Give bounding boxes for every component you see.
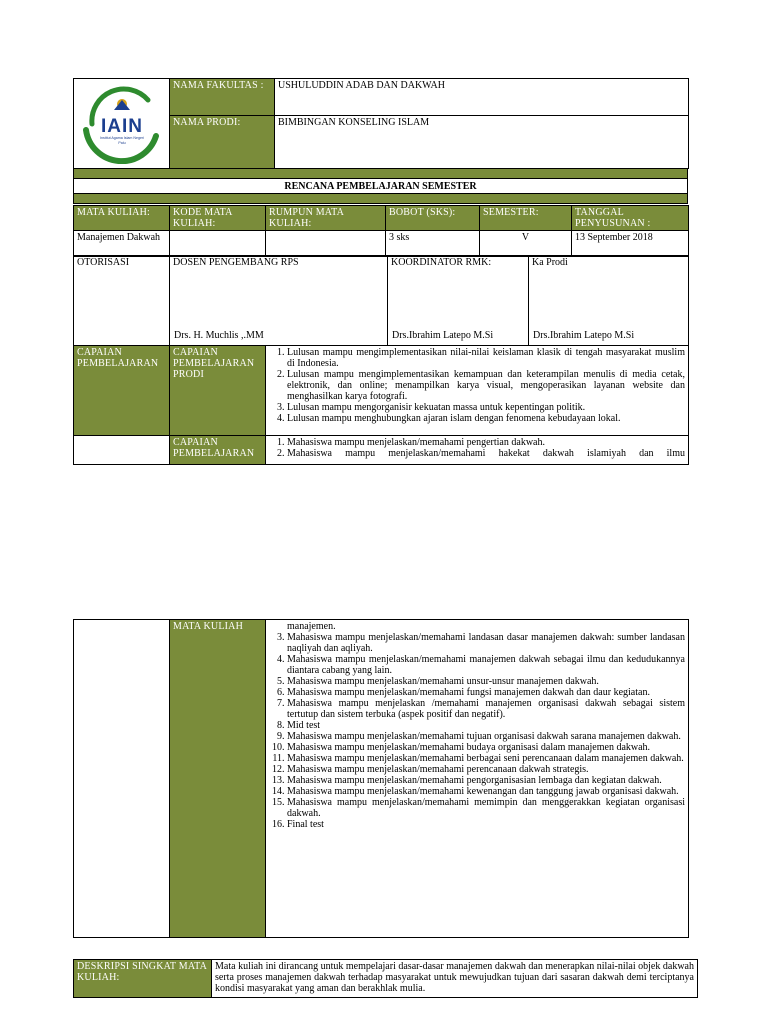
prodi-outcomes-list	[269, 347, 685, 424]
value-mata-kuliah: Manajemen Dakwah	[74, 231, 170, 257]
list-item: 14. Mahasiswa mampu menjelaskan/memahami kewenangan dan tanggung jawab organisasi dakwah.	[287, 786, 685, 797]
list-item: 3. Lulusan mampu mengorganisir kekuatan massa untuk kepentingan politik.	[287, 402, 685, 413]
developer-name: Drs. H. Muchlis ,.MM	[174, 330, 264, 341]
value-semester: V	[480, 231, 572, 257]
iain-logo	[78, 80, 166, 164]
list-item: 4. Lulusan mampu menghubungkan ajaran islam dengan fenomena kebudayaan lokal.	[287, 413, 685, 424]
list-item: 13. Mahasiswa mampu menjelaskan/memahami pengorganisasian lembaga dan kegiatan dakwah.	[287, 775, 685, 786]
value-rumpun	[266, 231, 386, 257]
list-item: 11. Mahasiswa mampu menjelaskan/memahami berbagai seni perencanaan dalam manajemen dakwah.	[287, 753, 685, 764]
header-kode: KODE MATA KULIAH:	[170, 206, 266, 231]
green-spacer	[74, 169, 688, 179]
logo-city: Palu	[117, 141, 126, 145]
list-item: 3. Mahasiswa mampu menjelaskan/memahami landasan dasar manajemen dakwah: sumber landasan naqliyah dan aqliyah.	[287, 632, 685, 654]
faculty-value: USHULUDDIN ADAB DAN DAKWAH	[275, 79, 689, 116]
empty-cell	[74, 620, 170, 938]
head-cell	[529, 256, 689, 346]
prodi-outcomes-label: CAPAIAN PEMBELAJARAN PRODI	[170, 346, 266, 436]
prodi-value: BIMBINGAN KONSELING ISLAM	[275, 116, 689, 169]
list-item: 12. Mahasiswa mampu menjelaskan/memahami perencanaan dakwah strategis.	[287, 764, 685, 775]
empty-cell	[74, 436, 170, 465]
header-bobot: BOBOT (SKS):	[386, 206, 480, 231]
logo-subtext: Institut Agama Islam Negeri	[99, 136, 144, 140]
header-tanggal: TANGGAL PENYUSUNAN :	[572, 206, 689, 231]
course-outcomes-list-top	[269, 437, 685, 459]
list-item: 4. Mahasiswa mampu menjelaskan/memahami manajemen dakwah sebagai ilmu dan kedudukannya diantara cabang yang lain.	[287, 654, 685, 676]
course-outcomes-cell-top	[266, 436, 689, 465]
list-item: 16. Final test	[287, 819, 685, 830]
rps-header-table	[73, 78, 689, 169]
continued-text: manajemen.	[287, 621, 336, 632]
prodi-label: NAMA PRODI:	[170, 116, 275, 169]
course-outcomes-cell	[266, 620, 689, 938]
list-item: 1. Mahasiswa mampu menjelaskan/memahami pengertian dakwah.	[287, 437, 685, 448]
description-text: Mata kuliah ini dirancang untuk mempelajari dasar-dasar manajemen dakwah dan menerapkan nilai-nilai objek dakwah serta proses manajemen dakwah terhadap masyarakat untuk mewujudkan tujuan dari sasaran dakwah demi terciptanya kondisi masyarakat yang aman dan berakhlak mulia.	[212, 960, 698, 998]
list-item: 8. Mid test	[287, 720, 685, 731]
list-item: 9. Mahasiswa mampu menjelaskan/memahami tujuan organisasi dakwah sarana manajemen dakwah.	[287, 731, 685, 742]
coordinator-name: Drs.Ibrahim Latepo M.Si	[392, 330, 494, 341]
rps-title-table	[73, 168, 688, 204]
rps-title: RENCANA PEMBELAJARAN SEMESTER	[74, 179, 688, 194]
description-table	[73, 959, 698, 998]
list-item: 2. Lulusan mampu mengimplementasikan kemampuan dan keterampilan menulis di media cetak, elektronik, dan online; menampilkan karya visual, mengoperasikan layanan website dan menghasilkan karya fotografi.	[287, 369, 685, 402]
green-spacer	[74, 194, 688, 204]
header-rumpun: RUMPUN MATA KULIAH:	[266, 206, 386, 231]
value-tanggal: 13 September 2018	[572, 231, 689, 257]
list-item: 7. Mahasiswa mampu menjelaskan /memahami manajemen organisasi dakwah sebagai sistem tertutup dan sistem terbuka (aspek positif dan negatif).	[287, 698, 685, 720]
logo-cell	[74, 79, 170, 169]
list-item: 10. Mahasiswa mampu menjelaskan/memahami budaya organisasi dalam manajemen dakwah.	[287, 742, 685, 753]
list-item: 6. Mahasiswa mampu menjelaskan/memahami fungsi manajemen dakwah dan daur kegiatan.	[287, 687, 685, 698]
head-label: Ka Prodi	[532, 257, 568, 268]
list-item: 1. Lulusan mampu mengimplementasikan nilai-nilai keislaman klasik di tengah masyarakat muslim di Indonesia.	[287, 347, 685, 369]
list-item: 5. Mahasiswa mampu menjelaskan/memahami unsur-unsur manajemen dakwah.	[287, 676, 685, 687]
course-outcomes-list	[269, 632, 685, 830]
prodi-outcomes-cell	[266, 346, 689, 436]
learning-outcomes-label: CAPAIAN PEMBELAJARAN	[74, 346, 170, 436]
authorization-table	[73, 255, 689, 346]
value-kode	[170, 231, 266, 257]
header-semester: SEMESTER:	[480, 206, 572, 231]
logo-text: IAIN	[100, 116, 143, 137]
description-label: DESKRIPSI SINGKAT MATA KULIAH:	[74, 960, 212, 998]
header-mata-kuliah: MATA KULIAH:	[74, 206, 170, 231]
course-outcomes-continued-table	[73, 619, 689, 938]
course-info-table	[73, 205, 689, 257]
coordinator-label: KOORDINATOR RMK:	[391, 257, 492, 268]
learning-outcomes-table	[73, 345, 689, 465]
developer-label: DOSEN PENGEMBANG RPS	[173, 257, 299, 268]
faculty-label: NAMA FAKULTAS :	[170, 79, 275, 116]
value-bobot: 3 sks	[386, 231, 480, 257]
list-item: 2. Mahasiswa mampu menjelaskan/memahami hakekat dakwah islamiyah dan ilmu	[287, 448, 685, 459]
list-item: 15. Mahasiswa mampu menjelaskan/memahami memimpin dan menggerakkan kegiatan organisasi dakwah.	[287, 797, 685, 819]
course-outcomes-label-bottom: MATA KULIAH	[170, 620, 266, 938]
coordinator-cell	[388, 256, 529, 346]
developer-cell	[170, 256, 388, 346]
authorization-label: OTORISASI	[74, 256, 170, 346]
head-name: Drs.Ibrahim Latepo M.Si	[533, 330, 635, 341]
course-outcomes-label-top: CAPAIAN PEMBELAJARAN	[170, 436, 266, 465]
